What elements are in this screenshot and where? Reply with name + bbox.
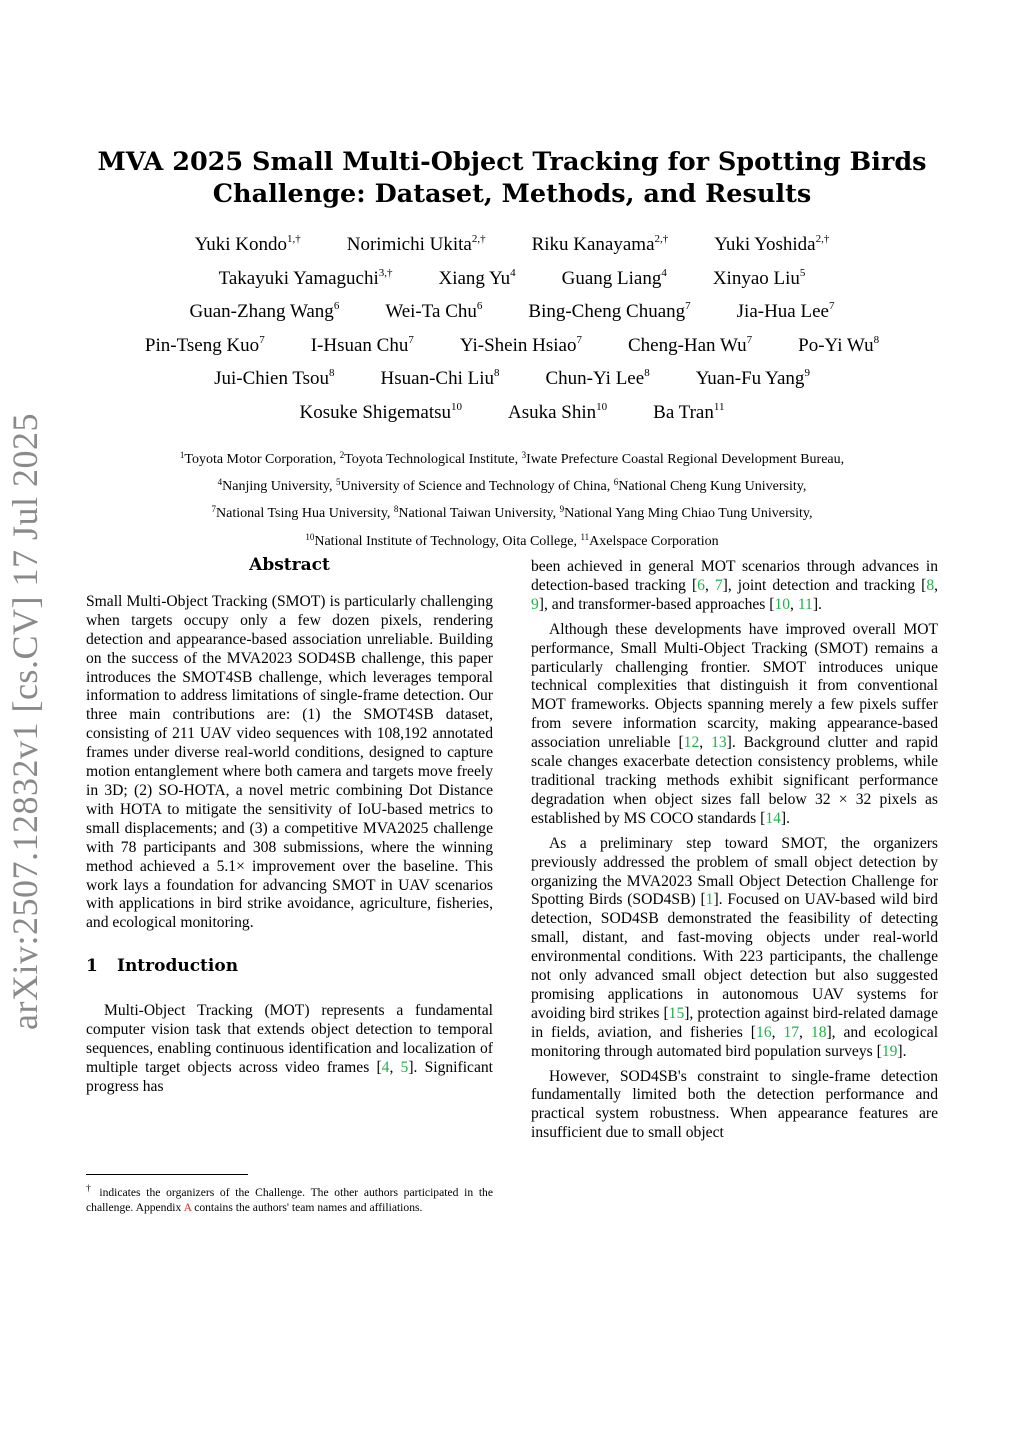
citation-link[interactable]: 14	[765, 809, 781, 827]
author-name: Cheng-Han Wu	[627, 334, 747, 356]
author-affiliation-mark: 4	[661, 266, 667, 279]
author-name: Jui-Chien Tsou	[214, 368, 330, 390]
author-name: Hsuan-Chi Liu	[380, 368, 494, 390]
author	[696, 367, 810, 390]
author-affiliation-mark: 2,†	[654, 233, 669, 246]
affiliation-name: Iwate Prefecture Coastal Regional Development Bureau,	[526, 452, 845, 467]
author-affiliation-mark: 7	[259, 333, 265, 346]
author-name: Xiang Yu	[438, 267, 511, 289]
author	[460, 334, 582, 357]
affiliation-list	[60, 444, 964, 553]
affiliation-name: National Cheng Kung University,	[618, 479, 807, 495]
footnote-text-start: indicates the organizers of the Challenge. The other authors participated in the challenge. Appendix	[86, 1185, 493, 1215]
citation-link[interactable]: 1	[705, 891, 714, 909]
author	[347, 233, 486, 256]
intro-paragraph: been achieved in general MOT scenarios through advances in detection-based tracking [6, 7], joint detection and tracking [8, 9], and transformer-based approaches [10, 11].	[531, 558, 939, 613]
abstract-text: Small Multi-Object Tracking (SMOT) is particularly challenging when targets occupy only a few dozen pixels, rendering detection and appearance-based association unreliable. Building on the success of the MVA2023 SOD4SB challenge, this paper introduces the SMOT4SB challenge, which leverages temporal information to address limitations of single-frame detection. Our three main contributions are: (1) the SMOT4SB dataset, consisting of 211 UAV video sequences with 108,192 annotated frames under diverse real-world conditions, designed to capture motion entanglement where both camera and targets move freely in 3D; (2) SO-HOTA, a novel metric combining Dot Distance with HOTA to mitigate the sensitivity of IoU-based metrics to small displacements; and (3) a competitive MVA2025 challenge with 78 participants and 308 submissions, where the winning method achieved a 5.1× improvement over the baseline. This work lays a foundation for advancing SMOT in UAV scenarios with applications in bird strike avoidance, agriculture, fisheries, and ecological monitoring.	[86, 592, 493, 932]
author-name: Yuki Kondo	[194, 234, 287, 256]
citation-link[interactable]: 18	[810, 1023, 827, 1041]
author-affiliation-mark: 5	[799, 266, 806, 279]
author-name: Wei-Ta Chu	[385, 301, 477, 323]
affiliation-name: Toyota Motor Corporation,	[184, 452, 340, 467]
author-row	[80, 329, 944, 363]
affiliation-number: 10	[305, 531, 315, 542]
affiliation-number: 6	[613, 477, 619, 488]
author-affiliation-mark: 2,†	[471, 233, 486, 246]
author	[300, 401, 462, 424]
author-affiliation-mark: 7	[685, 300, 691, 313]
author-affiliation-mark: 7	[408, 333, 414, 346]
author	[714, 233, 829, 256]
author-row	[80, 362, 944, 396]
author-name: Kosuke Shigematsu	[299, 401, 451, 423]
left-column	[86, 556, 493, 1097]
citation-link[interactable]: 12	[683, 734, 700, 752]
author-row	[80, 262, 944, 296]
affiliation-number: 2	[339, 450, 345, 460]
author-list	[80, 228, 944, 429]
citation-link[interactable]: 7	[714, 576, 723, 594]
citation-link[interactable]: 10	[774, 595, 791, 613]
footnote-text-end: contains the authors' team names and affiliations.	[191, 1201, 423, 1215]
intro-paragraph: As a preliminary step toward SMOT, the organizers previously addressed the problem of small object detection by organizing the MVA2023 Small Object Detection Challenge for Spotting Birds (SOD4SB) [1]. Focused on UAV-based wild bird detection, SOD4SB demonstrated the feasibility of detecting small, distant, and fast-moving objects under real-world environmental conditions. With 223 participants, the challenge not only advanced small object detection but also suggested promising applications in autonomous UAV systems for avoiding bird strikes [15], protection against bird-related damage in fields, aviation, and fisheries [16, 17, 18], and ecological monitoring through automated bird population surveys [19].	[531, 834, 939, 1060]
author-row	[80, 295, 944, 329]
author-name: I-Hsuan Chu	[310, 334, 409, 356]
author	[439, 267, 516, 290]
citation-link[interactable]: 13	[711, 734, 727, 752]
affiliation-number: 1	[179, 450, 185, 460]
author-affiliation-mark: 1,†	[287, 233, 301, 246]
author-affiliation-mark: 7	[746, 333, 753, 346]
affiliation-number: 9	[559, 504, 565, 515]
author-name: Yuan-Fu Yang	[695, 368, 805, 390]
author	[798, 334, 879, 357]
affiliation-name: National Tsing Hua University,	[216, 506, 394, 522]
author-name: Bing-Cheng Chuang	[528, 301, 686, 323]
intro-paragraph: However, SOD4SB's constraint to single-frame detection fundamentally limited both the detection performance and practical system robustness. When appearance features are insufficient due to small object	[531, 1067, 938, 1142]
author-affiliation-mark: 10	[451, 400, 462, 413]
author-row	[80, 396, 944, 430]
author-name: Po-Yi Wu	[798, 334, 874, 356]
author-affiliation-mark: 11	[713, 400, 725, 413]
author-name: Guang Liang	[561, 267, 662, 289]
author-name: Asuka Shin	[508, 401, 597, 423]
author-name: Chun-Yi Lee	[545, 368, 645, 390]
author-name: Yuki Yoshida	[714, 234, 816, 256]
author	[532, 233, 669, 256]
introduction-text-left	[86, 1002, 493, 1097]
author	[528, 300, 690, 323]
section-title: Introduction	[117, 956, 239, 977]
author-name: Yi-Shein Hsiao	[459, 334, 577, 356]
author-name: Jia-Hua Lee	[736, 301, 829, 323]
affiliation-name: Toyota Technological Institute,	[344, 452, 522, 467]
author-affiliation-mark: 10	[596, 400, 608, 413]
author	[385, 300, 482, 323]
citation-link[interactable]: 15	[668, 1004, 685, 1022]
title-line-2: Challenge: Dataset, Methods, and Results	[212, 179, 812, 209]
affiliation-number: 5	[335, 477, 341, 488]
affiliation-number: 4	[217, 477, 223, 488]
intro-paragraph: Although these developments have improved overall MOT performance, Small Multi-Object Tracking (SMOT) remains a particularly challenging frontier. SMOT introduces unique technical complexities that distinguish it from conventional MOT frameworks. Objects spanning merely a few pixels suffer from severe information scarcity, making appearance-based association unreliable [12, 13]. Background clutter and rapid scale changes exacerbate detection consistency problems, while traditional tracking methods exhibit significant performance degradation when object sizes fall below 32 × 32 pixels as established by MS COCO standards [14].	[531, 620, 938, 827]
footnote-mark: †	[86, 1183, 94, 1194]
author-affiliation-mark: 6	[476, 300, 483, 313]
author	[546, 367, 650, 390]
citation-link[interactable]: 9	[531, 595, 539, 613]
author-affiliation-mark: 4	[510, 266, 516, 279]
author	[311, 334, 414, 357]
arxiv-identifier: arXiv:2507.12832v1 [cs.CV] 17 Jul 2025	[5, 413, 45, 1030]
author	[737, 300, 835, 323]
citation-link[interactable]: 11	[797, 595, 813, 613]
author-name: Takayuki Yamaguchi	[218, 267, 379, 289]
affiliation-name: National Yang Ming Chiao Tung University,	[564, 506, 813, 522]
affiliation-name: National Taiwan University,	[398, 506, 560, 522]
paper-title	[0, 146, 1024, 210]
affiliation-name: Axelspace Corporation	[589, 533, 719, 549]
author	[219, 267, 393, 290]
title-line-1: MVA 2025 Small Multi-Object Tracking for Spotting Birds	[97, 147, 927, 177]
section-number: 1	[86, 956, 98, 977]
author-affiliation-mark: 3,†	[378, 266, 393, 279]
affiliation-name: University of Science and Technology of China,	[340, 479, 614, 495]
footnote	[86, 1181, 493, 1216]
author-row	[80, 228, 944, 262]
author-name: Pin-Tseng Kuo	[144, 334, 260, 356]
footnote-divider	[86, 1174, 248, 1175]
citation-link[interactable]: 16	[756, 1023, 772, 1041]
affiliation-name: National Institute of Technology, Oita College,	[314, 533, 581, 549]
appendix-link[interactable]: A	[183, 1201, 192, 1215]
author-affiliation-mark: 6	[333, 300, 340, 313]
author	[145, 334, 265, 357]
author-affiliation-mark: 8	[644, 367, 650, 380]
citation-link[interactable]: 19	[881, 1042, 898, 1060]
author-affiliation-mark: 7	[828, 300, 835, 313]
author-affiliation-mark: 8	[873, 333, 880, 346]
abstract-heading: Abstract	[249, 555, 330, 575]
affiliation-number: 11	[580, 531, 590, 542]
citation-link[interactable]: 8	[926, 576, 935, 594]
affiliation-name: Nanjing University,	[222, 479, 336, 495]
author	[628, 334, 752, 357]
author	[190, 300, 340, 323]
author	[195, 233, 301, 256]
affiliation-number: 8	[393, 504, 399, 515]
author-affiliation-mark: 2,†	[815, 233, 830, 246]
author	[381, 367, 500, 390]
affiliation-number: 7	[211, 504, 217, 515]
author-name: Norimichi Ukita	[346, 234, 472, 256]
author-affiliation-mark: 8	[494, 367, 500, 380]
citation-link[interactable]: 17	[783, 1023, 800, 1041]
author	[562, 267, 667, 290]
author-affiliation-mark: 9	[804, 367, 810, 380]
author-name: Xinyao Liu	[712, 267, 800, 289]
citation-link[interactable]: 6	[697, 576, 705, 594]
intro-paragraph: Multi-Object Tracking (MOT) represents a fundamental computer vision task that extends object detection to temporal sequences, enabling continuous identification and localization of multiple target objects across video frames [4, 5]. Significant progress has	[86, 1002, 494, 1095]
author	[214, 367, 334, 390]
section-heading-introduction	[86, 957, 493, 976]
author-name: Guan-Zhang Wang	[189, 301, 334, 323]
author-affiliation-mark: 8	[329, 367, 335, 380]
author	[713, 267, 806, 290]
citation-link[interactable]: 4	[381, 1058, 390, 1076]
author-name: Riku Kanayama	[531, 234, 655, 256]
author	[508, 401, 607, 424]
affiliation-number: 3	[521, 450, 527, 460]
citation-link[interactable]: 5	[400, 1058, 409, 1076]
author-name: Ba Tran	[653, 401, 714, 423]
author	[653, 401, 724, 424]
author-affiliation-mark: 7	[576, 333, 582, 346]
right-column	[531, 558, 938, 1143]
